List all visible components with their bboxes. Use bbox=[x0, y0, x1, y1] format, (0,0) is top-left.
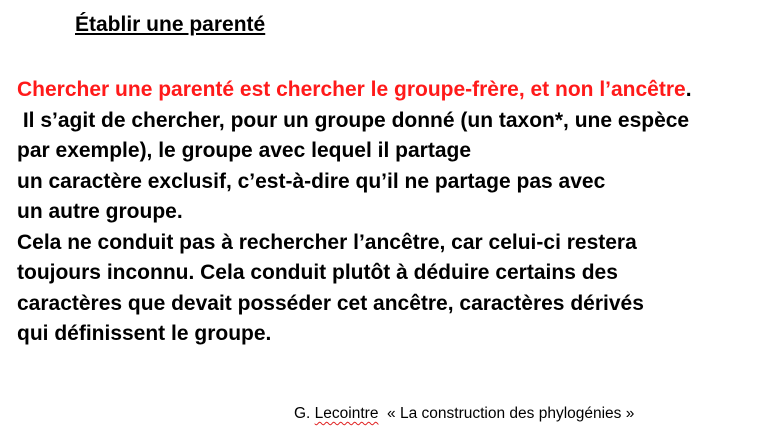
citation-initial: G. bbox=[294, 405, 315, 422]
intro-period: . bbox=[685, 78, 692, 101]
text-line: un autre groupe. bbox=[17, 200, 183, 223]
text-line: par exemple), le groupe avec lequel il partage bbox=[17, 139, 472, 162]
citation bbox=[294, 405, 634, 423]
text-line: toujours inconnu. Cela conduit plutôt à déduire certains des bbox=[17, 261, 618, 284]
text-line: un caractère exclusif, c’est-à-dire qu’il ne partage pas avec bbox=[17, 169, 606, 193]
text-line: Il s’agit de chercher, pour un groupe donné (un taxon*, une espèce bbox=[17, 108, 690, 132]
main-paragraph bbox=[17, 75, 769, 350]
text-line: caractères que devait posséder cet ancêtre, caractères dérivés bbox=[17, 291, 644, 315]
page-title: Établir une parenté bbox=[75, 13, 266, 36]
intro-line bbox=[17, 75, 769, 106]
citation-author: Lecointre bbox=[314, 405, 379, 422]
citation-work: « La construction des phylogénies » bbox=[378, 405, 635, 422]
text-line: qui définissent le groupe. bbox=[17, 322, 272, 345]
highlighted-statement: Chercher une parenté est chercher le groupe-frère, et non l’ancêtre bbox=[17, 78, 686, 101]
text-line: Cela ne conduit pas à rechercher l’ancêtre, car celui-ci restera bbox=[17, 230, 637, 254]
